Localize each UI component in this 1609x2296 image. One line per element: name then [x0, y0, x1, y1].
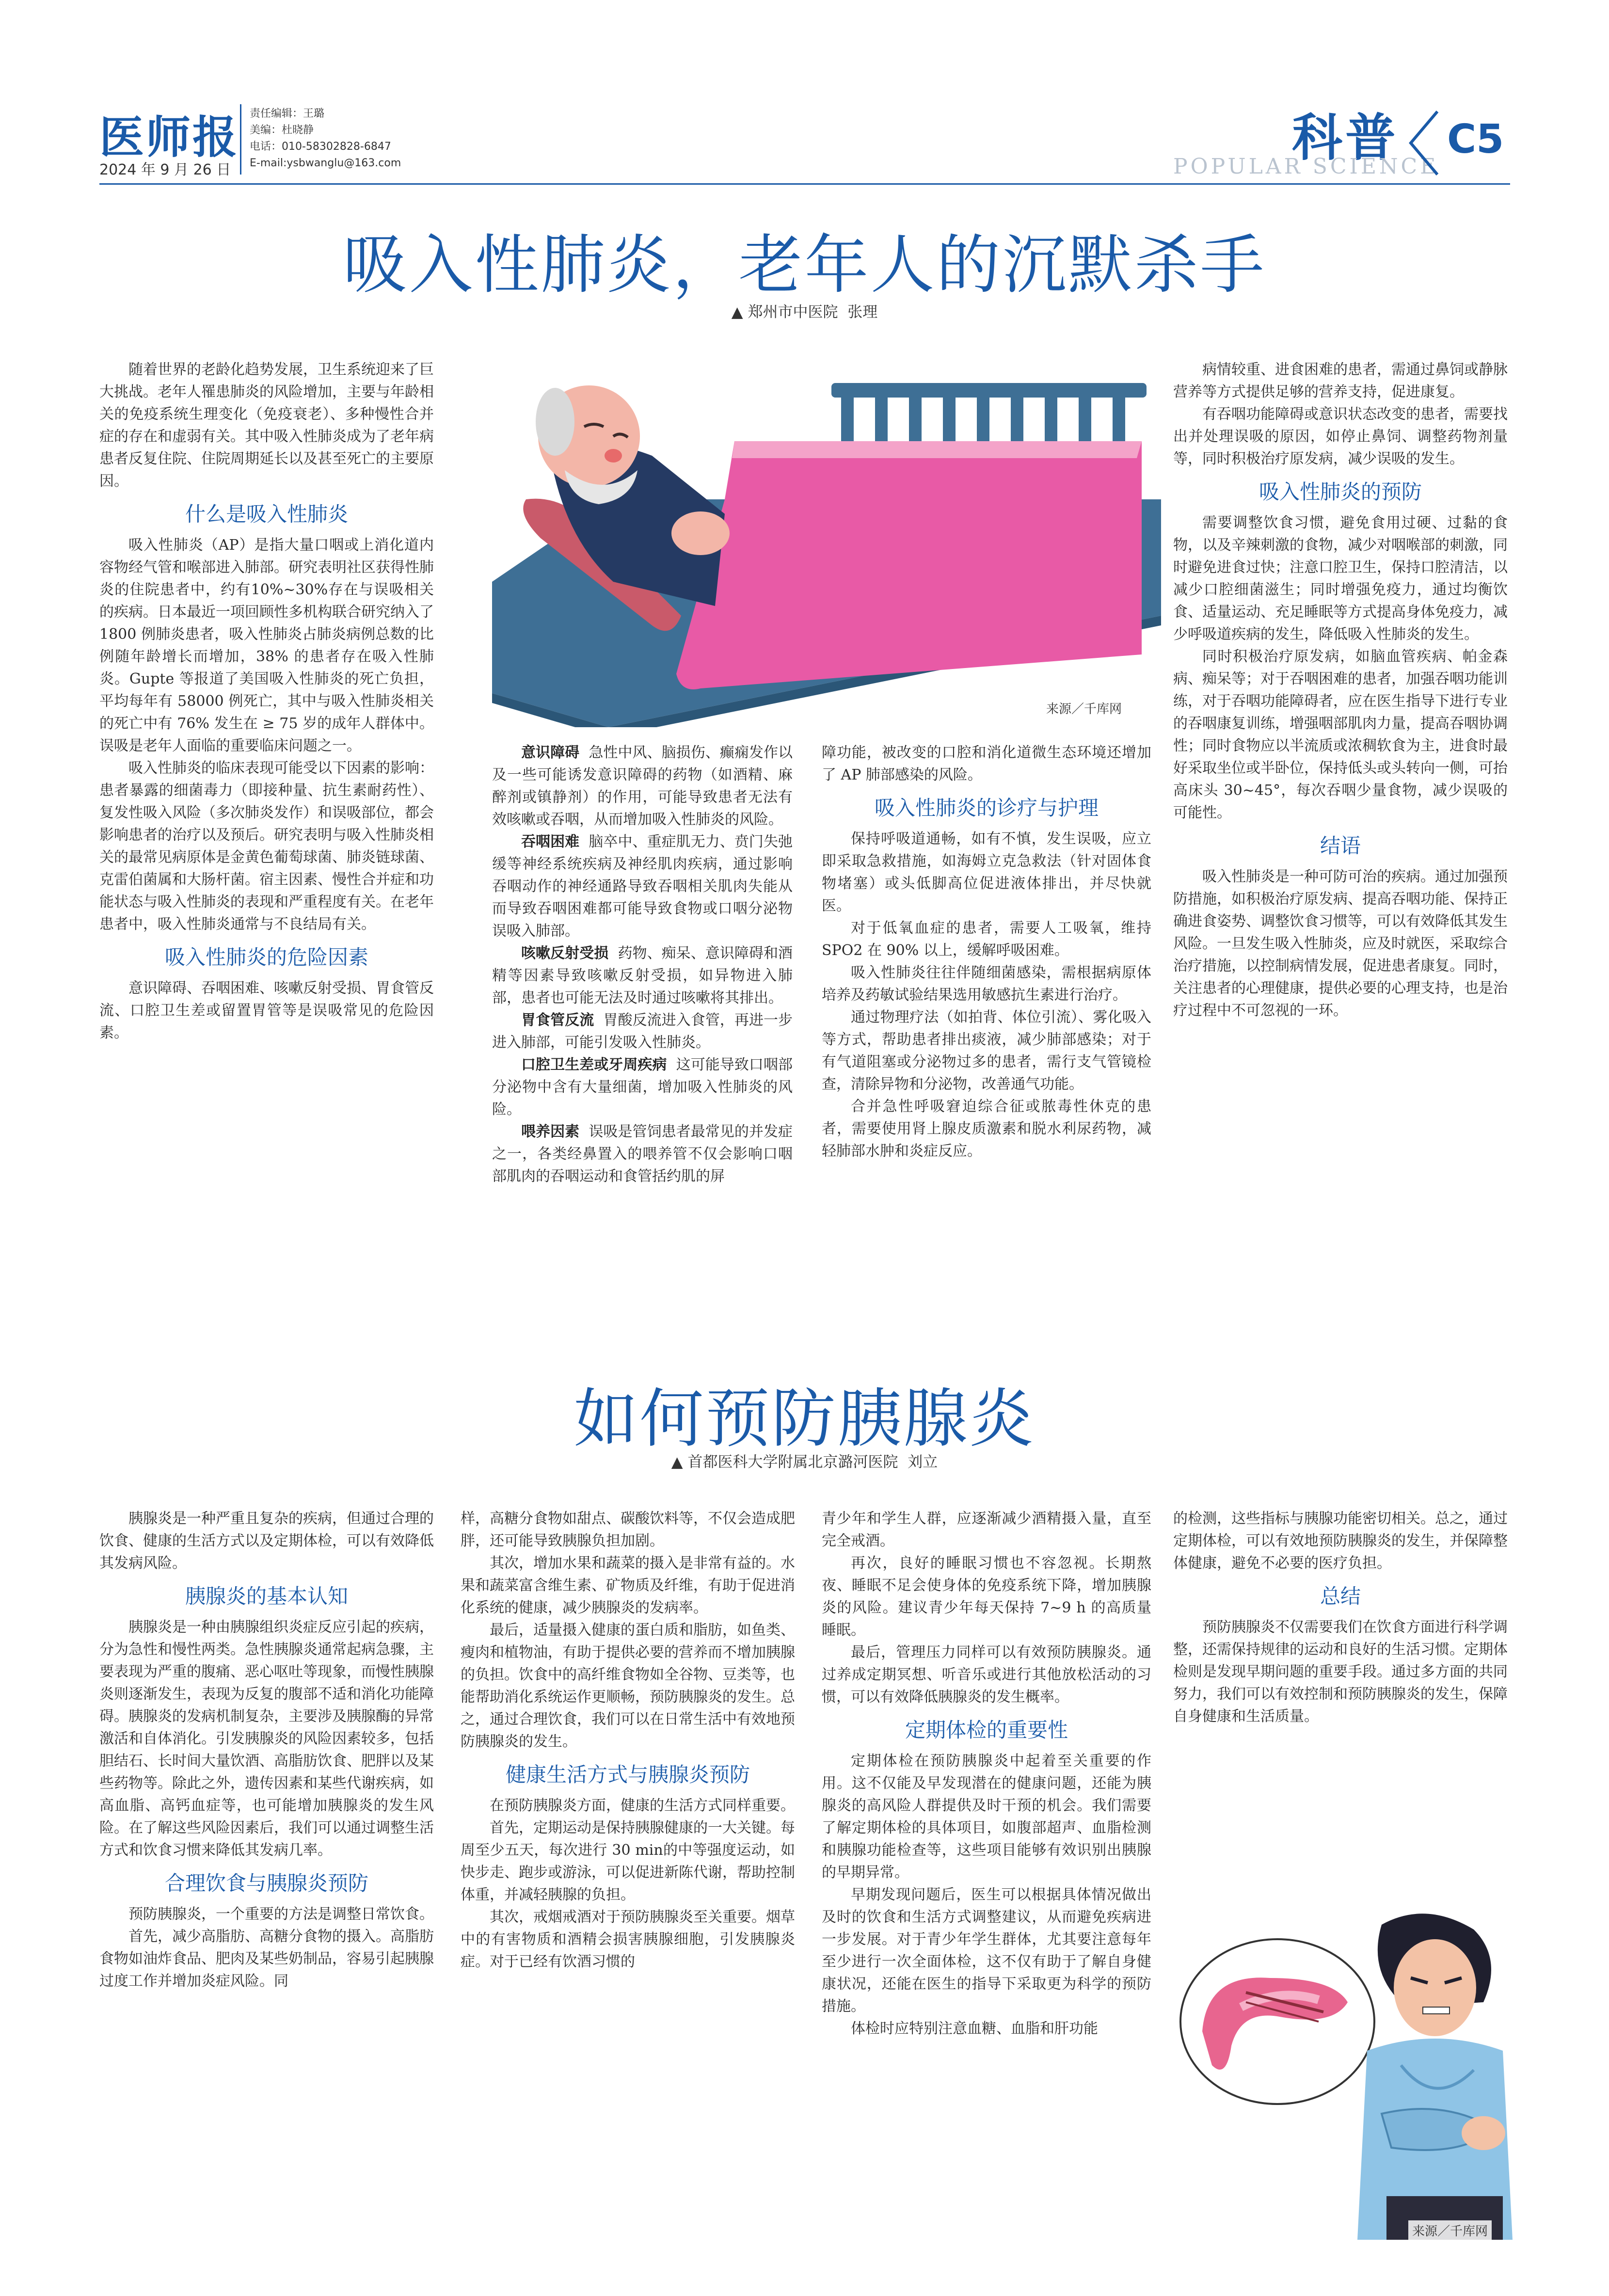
paragraph — [492, 742, 793, 831]
paragraph: 其次，增加水果和蔬菜的摄入是非常有益的。水果和蔬菜富含维生素、矿物质及纤维，有助于促进消化系统的健康，减少胰腺炎的发病率。 — [461, 1555, 795, 1616]
article1-column-2 — [492, 742, 793, 1188]
article2-byline — [0, 1450, 1609, 1471]
paragraph-text: 脑卒中、重症肌无力、贲门失弛缓等神经系统疾病及神经肌肉疾病，通过影响吞咽动作的神经通路导致吞咽相关肌肉失能从而导致吞咽困难都可能导致食物或口咽分泌物误吸入肺部。 — [492, 833, 793, 940]
lead-term: 胃食管反流 — [521, 1012, 594, 1029]
article1-byline — [0, 300, 1609, 321]
paragraph: 保持呼吸道通畅，如有不慎，发生误吸，应立即采取急救措施，如海姆立克急救法（针对固体食物堵塞）或头低脚高位促进液体排出，并尽快就医。 — [822, 830, 1151, 914]
article2-column-4 — [1173, 1508, 1508, 1728]
subheading: 胰腺炎的基本认知 — [185, 1584, 348, 1608]
subheading: 定期体检的重要性 — [905, 1718, 1068, 1742]
paragraph: 合并急性呼吸窘迫综合征或脓毒性休克的患者，需要使用肾上腺皮质激素和脱水利尿药物，减轻肺部水肿和炎症反应。 — [822, 1098, 1151, 1160]
paragraph: 病情较重、进食困难的患者，需通过鼻饲或静脉营养等方式提供足够的营养支持，促进康复。 — [1173, 361, 1508, 400]
lead-term: 意识障碍 — [521, 744, 580, 761]
subheading: 总结 — [1320, 1584, 1361, 1608]
issue-date: 2024 年 9 月 26 日 — [99, 161, 231, 178]
paragraph: 意识障碍、吞咽困难、咳嗽反射受损、胃食管反流、口腔卫生差或留置胃管等是误吸常见的危险因素。 — [99, 980, 434, 1041]
masthead-rule — [99, 183, 1510, 185]
lead-term: 咳嗽反射受损 — [521, 945, 609, 962]
elderly-patient-illustration — [492, 354, 1161, 727]
article1-image-credit: 来源／千库网 — [1042, 698, 1126, 718]
paragraph: 胰腺炎是一种严重且复杂的疾病，但通过合理的饮食、健康的生活方式以及定期体检，可以有效降低其发病风险。 — [99, 1510, 434, 1572]
paragraph-text: 这可能导致口咽部分泌物中含有大量细菌，增加吸入性肺炎的风险。 — [492, 1056, 793, 1118]
paragraph-text: 药物、痴呆、意识障碍和酒精等因素导致咳嗽反射受损，如异物进入肺部，患者也可能无法及时通过咳嗽将其排出。 — [492, 945, 793, 1006]
article2-image-credit: 来源／千库网 — [1408, 2220, 1492, 2240]
paragraph: 的检测，这些指标与胰腺功能密切相关。总之，通过定期体检，可以有效地预防胰腺炎的发生，并保障整体健康，避免不必要的医疗负担。 — [1173, 1510, 1508, 1572]
paragraph: 早期发现问题后，医生可以根据具体情况做出及时的饮食和生活方式调整建议，从而避免疾病进一步发展。对于青少年学生群体，尤其要注意每年至少进行一次全面体检，这不仅有助于了解自身健康状况，还能在医生的指导下采取更为科学的预防措施。 — [822, 1886, 1151, 2015]
article1-column-1 — [99, 359, 434, 1044]
email-line: E-mail:ysbwanglu@163.com — [250, 157, 401, 169]
pancreas-pain-illustration — [1173, 1905, 1522, 2245]
paragraph: 吸入性肺炎（AP）是指大量口咽或上消化道内容物经气管和喉部进入肺部。研究表明社区获得性肺炎的住院患者中，约有10%~30%存在与误吸相关的疾病。日本最近一项回顾性多机构联合研究纳入了 1800 例肺炎患者，吸入性肺炎占肺炎病例总数的比例随年龄增长而增加，38% 的患者存在吸入性肺炎。Gupte 等报道了美国吸入性肺炎的死亡负担，平均每年有 58000 例死亡，其中与吸入性肺炎相关的死亡中有 76% 发生在 ≥ 75 岁的成年人群体中。误吸是老年人面临的重要临床问题之一。 — [99, 537, 434, 754]
paragraph: 首先，减少高脂肪、高糖分食物的摄入。高脂肪食物如油炸食品、肥肉及某些奶制品，容易引起胰腺过度工作并增加炎症风险。同 — [99, 1928, 434, 1990]
paragraph: 样，高糖分食物如甜点、碳酸饮料等，不仅会造成肥胖，还可能导致胰腺负担加剧。 — [461, 1510, 795, 1549]
paragraph: 吸入性肺炎是一种可防可治的疾病。通过加强预防措施，如积极治疗原发病、提高吞咽功能、保持正确进食姿势、调整饮食习惯等，可以有效降低其发生风险。一旦发生吸入性肺炎，应及时就医，采取综合治疗措施，以控制病情发展，促进患者康复。同时，关注患者的心理健康，提供必要的心理支持，也是治疗过程中不可忽视的一环。 — [1173, 868, 1508, 1019]
subheading: 合理饮食与胰腺炎预防 — [164, 1871, 368, 1895]
paragraph: 在预防胰腺炎方面，健康的生活方式同样重要。 — [490, 1797, 795, 1814]
triangle-bullet-icon: ▲ 郑州市中医院 — [731, 303, 838, 321]
editor-line: 责任编辑：王璐 — [250, 108, 325, 120]
paragraph: 最后，管理压力同样可以有效预防胰腺炎。通过养成定期冥想、听音乐或进行其他放松活动的习惯，可以有效降低胰腺炎的发生概率。 — [822, 1644, 1151, 1706]
subheading: 什么是吸入性肺炎 — [185, 502, 348, 526]
article1-column-3 — [822, 742, 1151, 1163]
paragraph: 需要调整饮食习惯，避免食用过硬、过黏的食物，以及辛辣刺激的食物，减少对咽喉部的刺激，同时避免进食过快；注意口腔卫生，保持口腔清洁，以减少口腔细菌滋生；同时增强免疫力，通过均衡饮食、适量运动、充足睡眠等方式提高身体免疫力，减少呼吸道疾病的发生，降低吸入性肺炎的发生。 — [1173, 514, 1508, 643]
paragraph: 障功能，被改变的口腔和消化道微生态环境还增加了 AP 肺部感染的风险。 — [822, 744, 1151, 783]
paragraph-text: 胃酸反流进入食管，再进一步进入肺部，可能引发吸入性肺炎。 — [492, 1012, 793, 1051]
paragraph — [492, 942, 793, 1009]
subheading: 吸入性肺炎的诊疗与护理 — [874, 796, 1099, 820]
subheading: 健康生活方式与胰腺炎预防 — [505, 1763, 750, 1786]
lead-term: 喂养因素 — [521, 1123, 580, 1140]
paragraph: 再次，良好的睡眠习惯也不容忽视。长期熬夜、睡眠不足会使身体的免疫系统下降，增加胰腺炎的风险。建议青少年每天保持 7~9 h 的高质量睡眠。 — [822, 1555, 1151, 1639]
paragraph: 预防胰腺炎，一个重要的方法是调整日常饮食。 — [128, 1906, 434, 1923]
article2-column-2 — [461, 1508, 795, 1973]
paragraph: 对于低氧血症的患者，需要人工吸氧，维持 SPO2 在 90% 以上，缓解呼吸困难。 — [822, 920, 1151, 959]
paragraph-text: 急性中风、脑损伤、癫痫发作以及一些可能诱发意识障碍的药物（如酒精、麻醉剂或镇静剂）的作用，可能导致患者无法有效咳嗽或吞咽，从而增加吸入性肺炎的风险。 — [492, 744, 793, 828]
paragraph: 通过物理疗法（如拍背、体位引流）、雾化吸入等方式，帮助患者排出痰液，减少肺部感染；对于有气道阻塞或分泌物过多的患者，需行支气管镜检查，清除异物和分泌物，改善通气功能。 — [822, 1009, 1151, 1093]
paragraph: 胰腺炎是一种由胰腺组织炎症反应引起的疾病，分为急性和慢性两类。急性胰腺炎通常起病急骤，主要表现为严重的腹痛、恶心呕吐等现象，而慢性胰腺炎则逐渐发生，表现为反复的腹部不适和消化功能障碍。胰腺炎的发病机制复杂，主要涉及胰腺酶的异常激活和自体消化。引发胰腺炎的风险因素较多，包括胆结石、长时间大量饮酒、高脂肪饮食、肥胖以及某些药物等。除此之外，遗传因素和某些代谢疾病，如高血脂、高钙血症等，也可能增加胰腺炎的发生风险。在了解这些风险因素后，我们可以通过调整生活方式和饮食习惯来降低其发病几率。 — [99, 1619, 434, 1859]
lead-term: 口腔卫生差或牙周疾病 — [521, 1056, 667, 1073]
phone-line: 电话：010-58302828-6847 — [250, 141, 391, 153]
paragraph: 同时积极治疗原发病，如脑血管疾病、帕金森病、痴呆等；对于吞咽困难的患者，加强吞咽功能训练，对于吞咽功能障碍者，应在医生指导下进行专业的吞咽康复训练，增强咽部肌肉力量，提高吞咽协调性；同时食物应以半流质或浓稠软食为主，进食时最好采取坐位或半卧位，保持低头或头转向一侧，可抬高床头 30~45°，每次吞咽少量食物，减少误吸的可能性。 — [1173, 648, 1508, 821]
paragraph — [492, 1121, 793, 1188]
article2-title: 如何预防胰腺炎 — [574, 1382, 1035, 1456]
masthead-divider — [240, 104, 241, 175]
paragraph: 吸入性肺炎的临床表现可能受以下因素的影响：患者暴露的细菌毒力（即接种量、抗生素耐药性）、复发性吸入风险（多次肺炎发作）和误吸部位，都会影响患者的治疗以及预后。研究表明与吸入性肺炎相关的最常见病原体是金黄色葡萄球菌、肺炎链球菌、克雷伯菌属和大肠杆菌。宿主因素、慢性合并症和功能状态与吸入性肺炎的表现和严重程度有关。在老年患者中，吸入性肺炎通常与不良结局有关。 — [99, 760, 434, 933]
section-subtitle: POPULAR SCIENCE — [1173, 154, 1439, 179]
paragraph: 定期体检在预防胰腺炎中起着至关重要的作用。这不仅能及早发现潜在的健康问题，还能为胰腺炎的高风险人群提供及时干预的机会。我们需要了解定期体检的具体项目，如腹部超声、血脂检测和胰腺功能检查等，这些项目能够有效识别出胰腺的早期异常。 — [822, 1753, 1151, 1881]
designer-line: 美编：杜晓静 — [250, 124, 314, 136]
paragraph: 体检时应特别注意血糖、血脂和肝功能 — [851, 2020, 1098, 2037]
paragraph — [492, 831, 793, 942]
lead-term: 吞咽困难 — [521, 833, 580, 850]
subheading: 结语 — [1320, 834, 1361, 858]
paragraph-text: 误吸是管饲患者最常见的并发症之一，各类经鼻置入的喂养管不仅会影响口咽部肌肉的吞咽运动和食管括约肌的屏 — [492, 1123, 793, 1185]
paragraph: 随着世界的老龄化趋势发展，卫生系统迎来了巨大挑战。老年人罹患肺炎的风险增加，主要与年龄相关的免疫系统生理变化（免疫衰老）、多种慢性合并症的存在和虚弱有关。其中吸入性肺炎成为了老年病患者反复住院、住院周期延长以及甚至死亡的主要原因。 — [99, 361, 434, 490]
paragraph: 最后，适量摄入健康的蛋白质和脂肪，如鱼类、瘦肉和植物油，有助于提供必要的营养而不增加胰腺的负担。饮食中的高纤维食物如全谷物、豆类等，也能帮助消化系统运作更顺畅，预防胰腺炎的发生。总之，通过合理饮食，我们可以在日常生活中有效地预防胰腺炎的发生。 — [461, 1622, 795, 1750]
page-number: C5 — [1447, 116, 1504, 162]
subheading: 吸入性肺炎的危险因素 — [164, 945, 368, 969]
article2-column-1 — [99, 1508, 434, 1993]
article2-column-3 — [822, 1508, 1151, 2040]
paragraph: 吸入性肺炎往往伴随细菌感染，需根据病原体培养及药敏试验结果选用敏感抗生素进行治疗。 — [822, 964, 1151, 1004]
article2-author: 刘立 — [908, 1453, 938, 1471]
subheading: 吸入性肺炎的预防 — [1259, 480, 1422, 504]
article1-author: 张理 — [847, 303, 878, 321]
article1-column-4 — [1173, 359, 1508, 1022]
newspaper-logo: 医师报 — [99, 111, 239, 163]
editor-info — [250, 106, 401, 172]
paragraph — [492, 1009, 793, 1054]
paragraph: 预防胰腺炎不仅需要我们在饮食方面进行科学调整，还需保持规律的运动和良好的生活习惯。定期体检则是发现早期问题的重要手段。通过多方面的共同努力，我们可以有效控制和预防胰腺炎的发生，保障自身健康和生活质量。 — [1173, 1619, 1508, 1725]
article1-title: 吸入性肺炎，老年人的沉默杀手 — [343, 228, 1266, 303]
paragraph: 青少年和学生人群，应逐渐减少酒精摄入量，直至完全戒酒。 — [822, 1510, 1151, 1549]
paragraph — [492, 1054, 793, 1121]
triangle-bullet-icon: ▲ 首都医科大学附属北京潞河医院 — [671, 1453, 898, 1471]
section-title: 科普 — [1292, 108, 1399, 167]
paragraph: 其次，戒烟戒酒对于预防胰腺炎至关重要。烟草中的有害物质和酒精会损害胰腺细胞，引发胰腺炎症。对于已经有饮酒习惯的 — [461, 1909, 795, 1970]
paragraph: 有吞咽功能障碍或意识状态改变的患者，需要找出并处理误吸的原因，如停止鼻饲、调整药物剂量等，同时积极治疗原发病，减少误吸的发生。 — [1173, 406, 1508, 467]
paragraph: 首先，定期运动是保持胰腺健康的一大关键。每周至少五天，每次进行 30 min的中等强度运动，如快步走、跑步或游泳，可以促进新陈代谢，帮助控制体重，并减轻胰腺的负担。 — [461, 1819, 795, 1903]
